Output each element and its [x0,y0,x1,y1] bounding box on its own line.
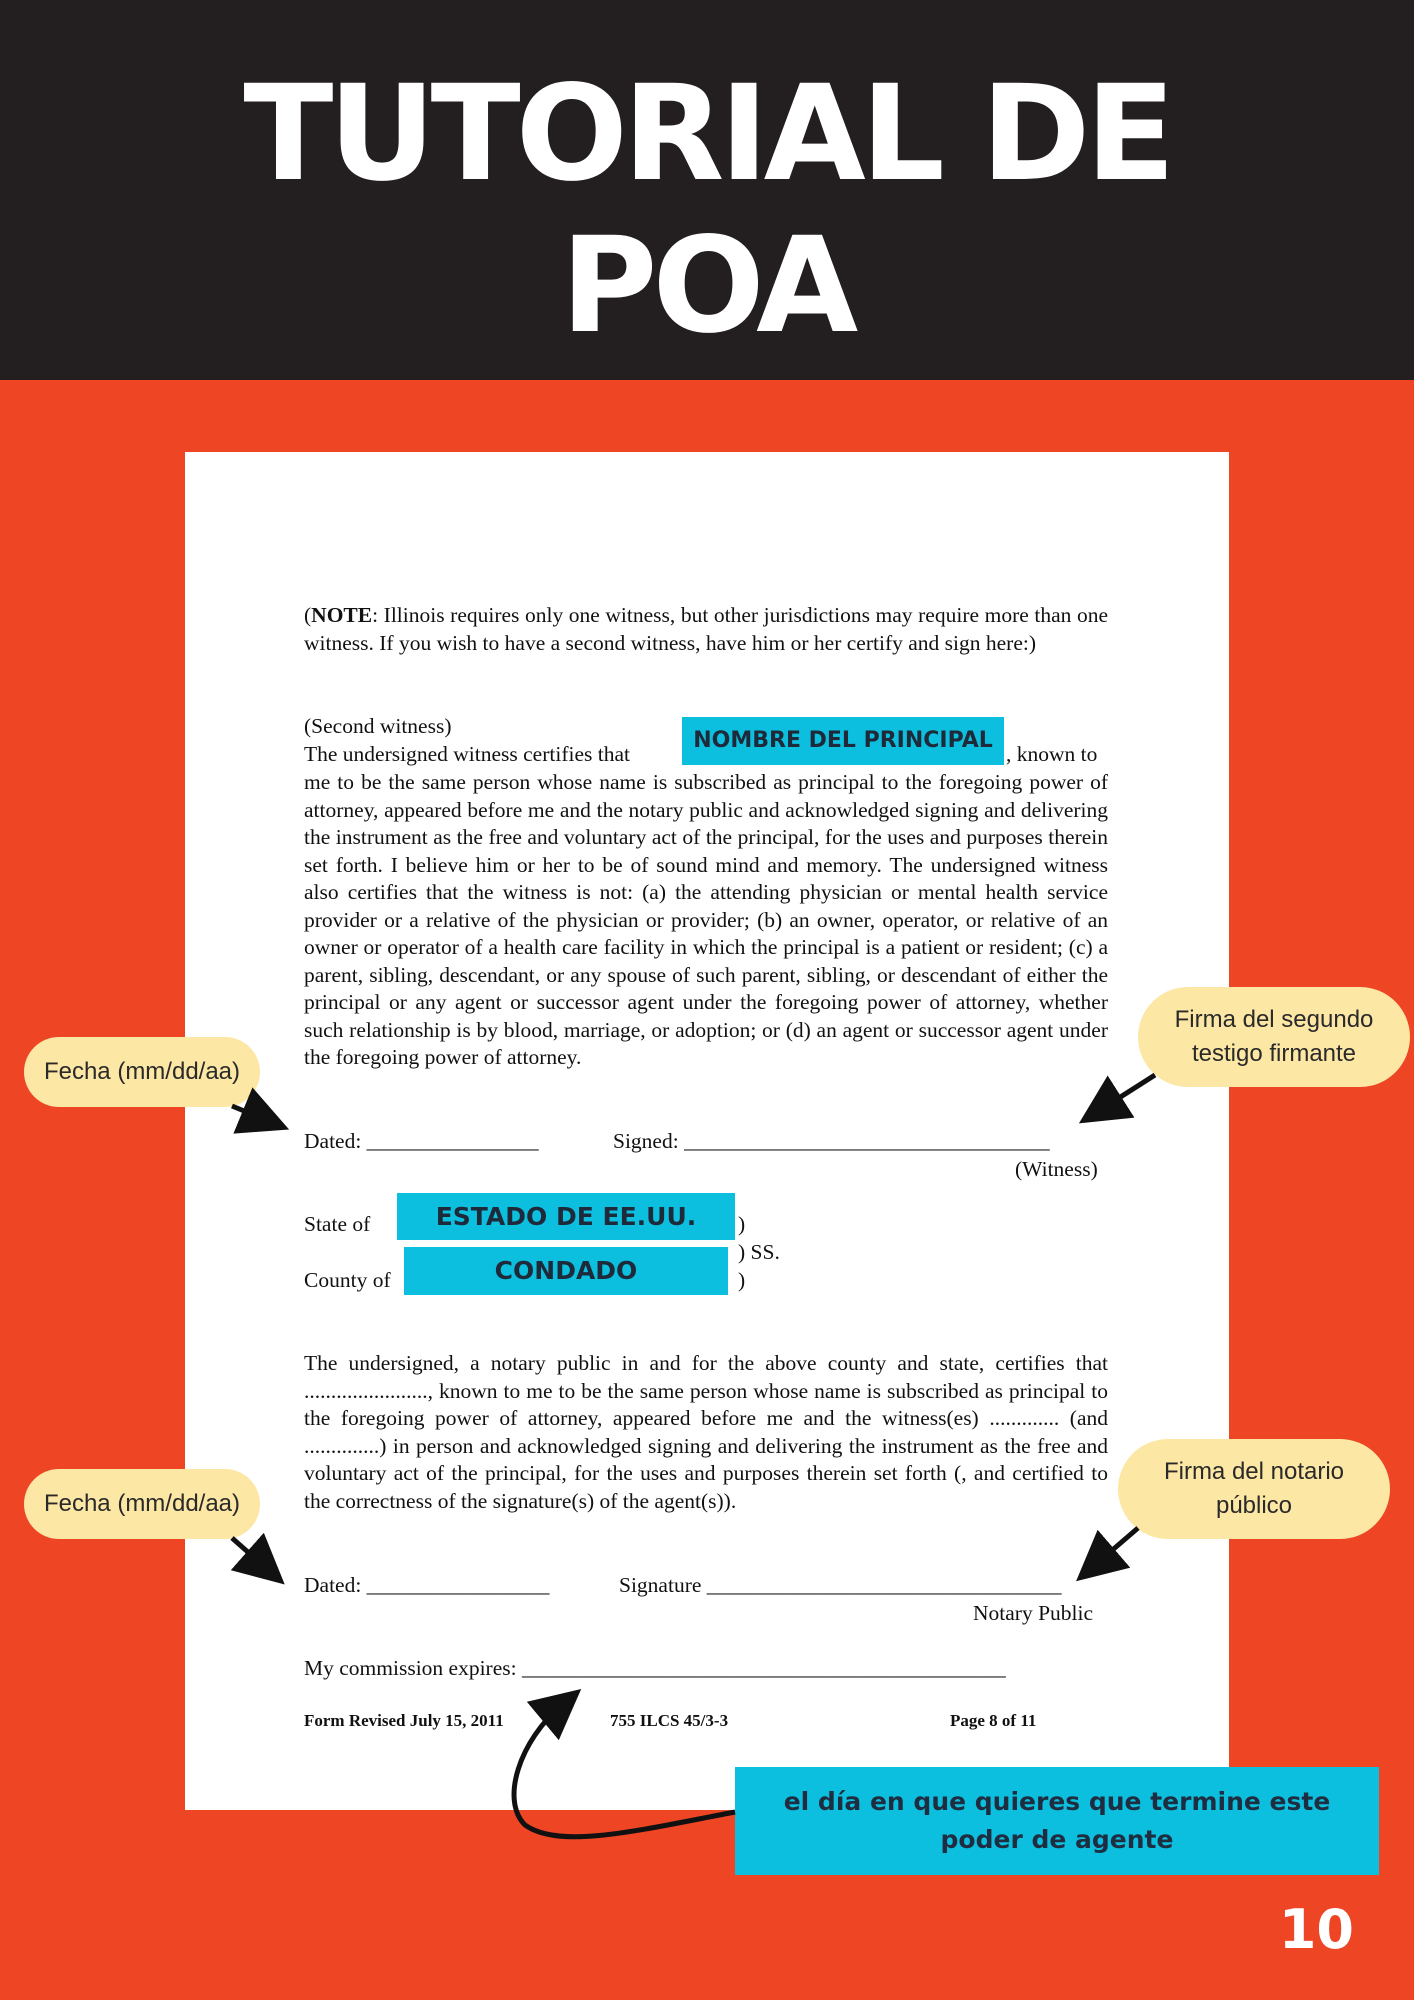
signed-line-1: Signed: __________________________________ [613,1129,1050,1153]
signature-line-2: Signature _________________________________ [619,1573,1062,1597]
paren-1: ) [738,1212,746,1236]
dated-line-2: Dated: _________________ [304,1573,550,1597]
certify-start: The undersigned witness certifies that [304,742,630,766]
arrow-date-2 [232,1538,266,1568]
end-date-note: el día en que quieres que termine este poder de agente [735,1767,1379,1875]
certify-body: me to be the same person whose name is subscribed as principal to the foregoing power of attorney, appeared before me and the notary public and acknowledged signing and delivering the instrument as the free and voluntary act of the principal, for the uses and purposes therein set forth. I believe him or her to be of sound mind and memory. The undersigned witness also certifies that the witness is not: (a) the attending physician or mental health service provider or a relative of the physician or provider; (b) an owner, operator, or relative of an owner or operator of a health care facility in which the principal is a patient or resident; (c) a parent, sibling, descendant, or any spouse of such parent, sibling, or descendant of either the principal or any agent or successor agent under the foregoing power of attorney, whether such relationship is by blood, marriage, or adoption; or (d) an agent or successor agent under the foregoing power of attorney. [304,770,1108,1069]
county-highlight: CONDADO [404,1247,728,1295]
dated-line-1: Dated: ________________ [304,1129,539,1153]
certify-known: , known to [1006,742,1098,766]
county-of-label: County of [304,1268,391,1292]
notary-paragraph: The undersigned, a notary public in and for the above county and state, certifies that ......................., known to me to be the same person whose name is subscribed as principal to the foregoing power of attorney, appeared before me and the witness(es) ............. (and ..............) in person and acknowledged signing and delivering the instrument as the free and voluntary act of the principal, for the uses and purposes therein set forth (, and certified to the correctness of the signature(s) of the agent(s)). [304,1351,1108,1513]
callout-date-1: Fecha (mm/dd/aa) [24,1037,260,1107]
footer-form-revised: Form Revised July 15, 2011 [304,1711,504,1730]
note-text: : Illinois requires only one witness, but other jurisdictions may require more than one witness. If you wish to have a second witness, have him or her certify and sign here:) [304,603,1108,655]
callout-date-2: Fecha (mm/dd/aa) [24,1469,260,1539]
footer-statute: 755 ILCS 45/3-3 [610,1711,729,1730]
footer-page: Page 8 of 11 [950,1711,1037,1730]
paren-3: ) [738,1268,746,1292]
notary-public-label: Notary Public [973,1601,1094,1625]
callout-second-signer: Firma del segundo testigo firmante [1138,987,1410,1087]
note-open-paren: ( [304,603,312,627]
arrow-date-1 [232,1106,266,1120]
arrow-second-signer [1100,1075,1155,1110]
arrow-notary-sign [1095,1528,1138,1565]
page-number: 10 [1278,1898,1354,1961]
callout-notary-sign: Firma del notario público [1118,1439,1390,1539]
second-witness-label: (Second witness) [304,714,452,738]
principal-name-highlight: NOMBRE DEL PRINCIPAL [682,717,1004,765]
paren-ss: ) SS. [738,1240,780,1264]
arrow-commission [514,1705,735,1837]
state-highlight: ESTADO DE EE.UU. [397,1193,735,1240]
commission-line: My commission expires: _____________________________________________ [304,1656,1006,1680]
state-of-label: State of [304,1212,371,1236]
witness-label: (Witness) [1015,1157,1098,1181]
title-line-2: POA [560,209,854,363]
title-line-1: TUTORIAL DE [243,57,1171,211]
note-bold-label: NOTE [311,603,373,627]
